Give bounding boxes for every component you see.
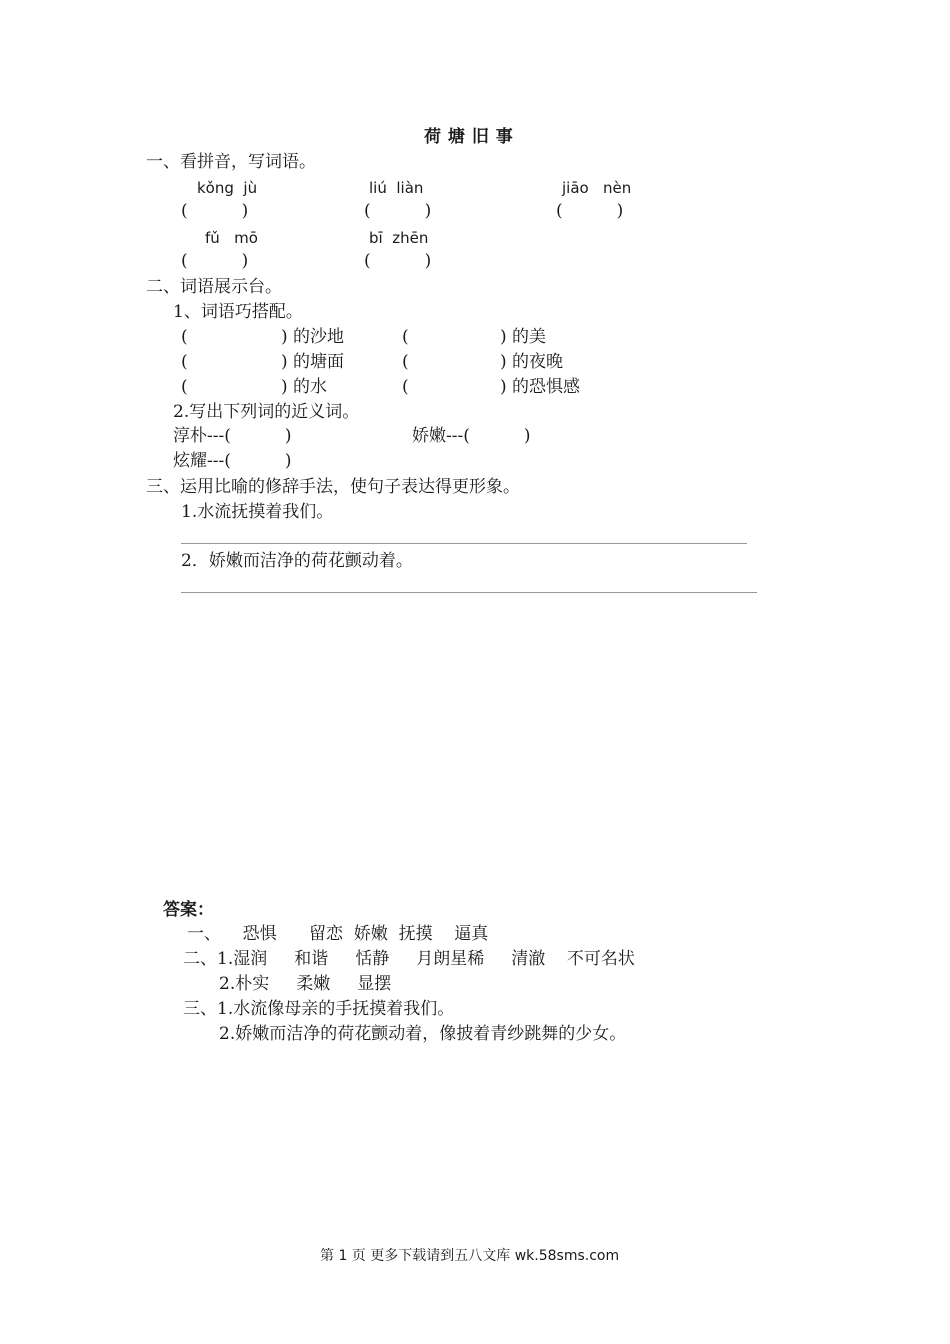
answer-line-a4: 三、1.水流像母亲的手抚摸着我们。 bbox=[183, 999, 455, 1019]
pinyin-4: fǔ mō bbox=[205, 229, 258, 247]
answer-blank-4[interactable]: ( ) bbox=[181, 251, 249, 271]
section1-heading: 一、看拼音，写词语。 bbox=[146, 152, 316, 172]
match-item-4[interactable]: ) 的夜晚 bbox=[500, 352, 564, 372]
answer-blank-2[interactable]: ( ) bbox=[364, 201, 432, 221]
page-footer: 第 1 页 更多下载请到五八文库 wk.58sms.com bbox=[320, 1248, 620, 1264]
match-open-paren: ( bbox=[402, 377, 409, 397]
synonym-item-3[interactable]: 炫耀---( ) bbox=[173, 451, 292, 471]
answer-line-a5: 2.娇嫩而洁净的荷花颤动着，像披着青纱跳舞的少女。 bbox=[219, 1024, 627, 1044]
answer-blank-3[interactable]: ( ) bbox=[556, 201, 624, 221]
q1-label: 1、词语巧搭配。 bbox=[173, 302, 303, 322]
pinyin-1: kǒng jù bbox=[197, 179, 258, 197]
answer-blank-1[interactable]: ( ) bbox=[181, 201, 249, 221]
q2-label: 2.写出下列词的近义词。 bbox=[173, 402, 360, 422]
synonym-item-1[interactable]: 淳朴---( ) bbox=[173, 426, 292, 446]
match-open-paren: ( bbox=[181, 327, 188, 347]
match-item-3[interactable]: ) 的塘面 bbox=[281, 352, 345, 372]
match-item-5[interactable]: ) 的水 bbox=[281, 377, 328, 397]
section2-heading: 二、词语展示台。 bbox=[146, 277, 282, 297]
page-title: 荷 塘 旧 事 bbox=[424, 127, 514, 147]
match-open-paren: ( bbox=[181, 377, 188, 397]
match-item-2[interactable]: ) 的美 bbox=[500, 327, 547, 347]
section3-heading: 三、运用比喻的修辞手法，使句子表达得更形象。 bbox=[146, 477, 520, 497]
match-item-6[interactable]: ) 的恐惧感 bbox=[500, 377, 581, 397]
match-open-paren: ( bbox=[181, 352, 188, 372]
answer-line-a1: 一、 恐惧 留恋 娇嫩 抚摸 逼真 bbox=[187, 924, 489, 944]
match-open-paren: ( bbox=[402, 352, 409, 372]
rhetoric-item-1: 1.水流抚摸着我们。 bbox=[181, 502, 334, 522]
pinyin-2: liú liàn bbox=[369, 179, 424, 197]
answer-line-a2: 二、1.湿润 和谐 恬静 月朗星稀 清澈 不可名状 bbox=[183, 949, 635, 969]
answers-label: 答案： bbox=[163, 900, 214, 920]
rhetoric-item-2: 2．娇嫩而洁净的荷花颤动着。 bbox=[181, 551, 413, 571]
match-item-1[interactable]: ) 的沙地 bbox=[281, 327, 345, 347]
answer-line-a3: 2.朴实 柔嫩 显摆 bbox=[219, 974, 392, 994]
pinyin-3: jiāo nèn bbox=[562, 179, 632, 197]
answer-line-1[interactable] bbox=[181, 543, 747, 544]
synonym-item-2[interactable]: 娇嫩---( ) bbox=[412, 426, 531, 446]
match-open-paren: ( bbox=[402, 327, 409, 347]
answer-line-2[interactable] bbox=[181, 592, 757, 593]
pinyin-5: bī zhēn bbox=[369, 229, 429, 247]
answer-blank-5[interactable]: ( ) bbox=[364, 251, 432, 271]
